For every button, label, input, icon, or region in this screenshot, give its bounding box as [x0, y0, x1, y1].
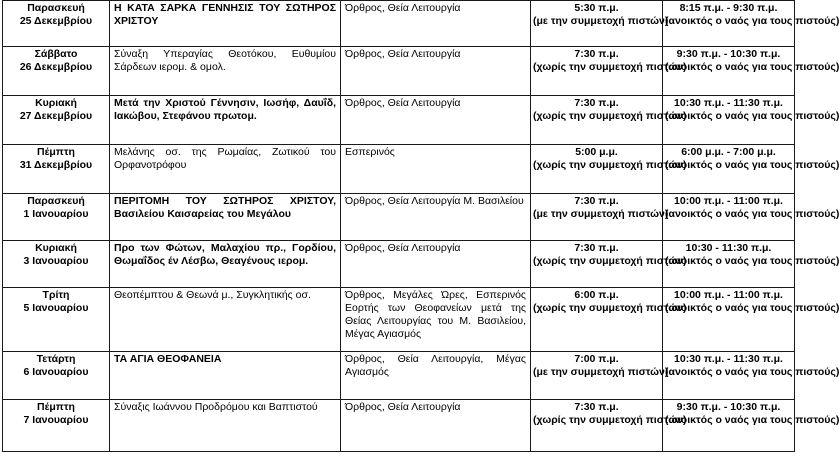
table-row: [3, 400, 795, 452]
feast-text: ΤΑ ΑΓΙΑ ΘΕΟΦΑΝΕΙΑ: [114, 353, 222, 365]
church-open-note: (ανοικτός ο ναός για τους πιστούς): [665, 366, 839, 378]
feast-cell: [110, 241, 341, 288]
church-open-time: 10:30 π.μ. - 11:30 π.μ.: [674, 353, 783, 365]
service-time-note: (χωρίς την συμμετοχή πιστών): [533, 110, 687, 122]
service-time-cell: [531, 47, 687, 96]
services-text: Όρθρος, Θεία Λειτουργία: [345, 97, 461, 109]
services-text: Όρθρος, Θεία Λειτουργία: [345, 2, 461, 14]
feast-text: ΠΕΡΙΤΟΜΗ ΤΟΥ ΣΩΤΗΡΟΣ ΧΡΙΣΤΟΥ, Βασιλείου Καισαρείας του Μεγάλου: [114, 195, 336, 220]
church-open-time: 6:00 μ.μ. - 7:00 μ.μ.: [681, 146, 776, 158]
church-open-time: 10:00 π.μ. - 11:00 π.μ.: [674, 289, 783, 301]
day-cell: [3, 241, 110, 288]
feast-text: Προ των Φώτων, Μαλαχίου πρ., Γορδίου, Θωμαΐδος έν Λέσβω, Θεαγένους ιερομ.: [114, 242, 336, 267]
church-open-time: 10:30 π.μ. - 11:30 π.μ.: [674, 97, 783, 109]
services-cell: [341, 1, 531, 47]
church-open-note: (ανοικτός ο ναός για τους πιστούς): [665, 208, 839, 220]
day-name: Παρασκευή: [27, 195, 85, 207]
services-cell: [341, 288, 531, 352]
service-time: 6:00 π.μ.: [574, 289, 619, 301]
day-date: 6 Ιανουαρίου: [23, 366, 89, 378]
service-time: 5:30 π.μ.: [574, 2, 619, 14]
service-time-cell: [531, 352, 669, 400]
services-text: Όρθρος, Θεία Λειτουργία: [345, 48, 461, 60]
day-date: 5 Ιανουαρίου: [23, 302, 89, 314]
service-time: 7:30 π.μ.: [574, 242, 619, 254]
church-open-note: (ανοικτός ο ναός για τους πιστούς): [665, 15, 839, 27]
feast-cell: [110, 288, 341, 352]
church-open-cell: [663, 288, 839, 352]
service-time: 7:30 π.μ.: [574, 97, 619, 109]
church-open-cell: [663, 145, 839, 194]
services-cell: [341, 241, 531, 288]
services-cell: [341, 400, 531, 452]
service-time-note: (με την συμμετοχή πιστών): [533, 366, 669, 378]
day-date: 27 Δεκεμβρίου: [19, 110, 93, 122]
church-open-cell: [663, 352, 839, 400]
service-time-note: (με την συμμετοχή πιστών): [533, 15, 669, 27]
table-row: [3, 96, 795, 145]
day-name: Παρασκευή: [27, 2, 85, 14]
day-date: 26 Δεκεμβρίου: [19, 61, 93, 73]
feast-cell: [110, 145, 341, 194]
table-row: [3, 241, 795, 288]
day-cell: [3, 194, 110, 241]
service-time-note: (χωρίς την συμμετοχή πιστών): [533, 61, 687, 73]
services-text: Όρθρος, Μεγάλες Ώρες, Εσπερινός Εορτής των Θεοφανείων μετά της Θείας Λειτουργίας του Μ. Βασιλείου, Μέγας Αγιασμός: [345, 289, 526, 340]
day-name: Κυριακή: [35, 97, 77, 109]
service-time-cell: [531, 96, 687, 145]
day-name: Τετάρτη: [36, 353, 76, 365]
day-date: 1 Ιανουαρίου: [23, 208, 89, 220]
service-time: 7:00 π.μ.: [574, 353, 619, 365]
church-open-cell: [663, 1, 839, 47]
service-time: 7:30 π.μ.: [574, 401, 619, 413]
day-date: 25 Δεκεμβρίου: [19, 15, 93, 27]
table-row: [3, 288, 795, 352]
service-time-note: (με την συμμετοχή πιστών): [533, 208, 669, 220]
services-text: Όρθρος, Θεία Λειτουργία: [345, 401, 461, 413]
feast-text: Μελάνης οσ. της Ρωμαίας, Ζωτικού του Ορφανοτρόφου: [114, 146, 336, 171]
day-name: Πέμπτη: [37, 146, 75, 158]
service-time-note: (χωρίς την συμμετοχή πιστών): [533, 255, 687, 267]
feast-cell: [110, 400, 341, 452]
services-text: Εσπερινός: [345, 146, 395, 158]
church-open-cell: [663, 400, 839, 452]
day-date: 31 Δεκεμβρίου: [19, 159, 93, 171]
table-row: [3, 145, 795, 194]
church-open-note: (ανοικτός ο ναός για τους πιστούς): [665, 414, 839, 426]
feast-cell: [110, 352, 341, 400]
church-open-note: (ανοικτός ο ναός για τους πιστούς): [665, 255, 839, 267]
day-cell: [3, 145, 110, 194]
church-open-note: (ανοικτός ο ναός για τους πιστούς): [665, 302, 839, 314]
services-cell: [341, 96, 531, 145]
day-date: 7 Ιανουαρίου: [23, 414, 89, 426]
church-open-cell: [663, 47, 839, 96]
day-date: 3 Ιανουαρίου: [23, 255, 89, 267]
church-open-note: (ανοικτός ο ναός για τους πιστούς): [665, 61, 839, 73]
day-cell: [3, 47, 110, 96]
table-row: [3, 194, 795, 241]
feast-cell: [110, 96, 341, 145]
feast-text: Σύναξις Ιωάννου Προδρόμου και Βαπτιστού: [114, 401, 318, 413]
service-time-cell: [531, 145, 687, 194]
services-cell: [341, 352, 531, 400]
church-open-time: 8:15 π.μ. - 9:30 π.μ.: [679, 2, 778, 14]
day-cell: [3, 400, 110, 452]
feast-text: Η ΚΑΤΑ ΣΑΡΚΑ ΓΕΝΝΗΣΙΣ ΤΟΥ ΣΩΤΗΡΟΣ ΧΡΙΣΤΟΥ: [114, 2, 336, 27]
feast-cell: [110, 1, 341, 47]
church-open-cell: [663, 241, 839, 288]
service-time-note: (χωρίς την συμμετοχή πιστών): [533, 414, 687, 426]
services-text: Όρθρος, Θεία Λειτουργία: [345, 242, 461, 254]
feast-text: Θεοπέμπτου & Θεωνά μ., Συγκλητικής οσ.: [114, 289, 311, 301]
church-open-time: 9:30 π.μ. - 10:30 π.μ.: [676, 401, 781, 413]
service-time-cell: [531, 1, 669, 47]
service-time-cell: [531, 400, 687, 452]
service-time-cell: [531, 241, 687, 288]
feast-cell: [110, 194, 341, 241]
church-open-cell: [663, 96, 839, 145]
day-name: Πέμπτη: [37, 401, 75, 413]
services-cell: [341, 145, 531, 194]
church-open-note: (ανοικτός ο ναός για τους πιστούς): [665, 159, 839, 171]
day-cell: [3, 1, 110, 47]
church-open-cell: [663, 194, 839, 241]
service-time-cell: [531, 194, 669, 241]
feast-cell: [110, 47, 341, 96]
service-time-note: (χωρίς την συμμετοχή πιστών): [533, 159, 687, 171]
services-cell: [341, 194, 531, 241]
service-time: 7:30 π.μ.: [574, 195, 619, 207]
service-time: 5:00 μ.μ.: [575, 146, 618, 158]
service-time-cell: [531, 288, 687, 352]
day-name: Τρίτη: [42, 289, 70, 301]
day-cell: [3, 288, 110, 352]
services-text: Όρθρος, Θεία Λειτουργία Μ. Βασιλείου: [345, 195, 524, 207]
feast-text: Σύναξη Υπεραγίας Θεοτόκου, Ευθυμίου Σάρδεων ιερομ. & ομολ.: [114, 48, 336, 73]
service-time: 7:30 π.μ.: [574, 48, 619, 60]
church-open-note: (ανοικτός ο ναός για τους πιστούς): [665, 110, 839, 122]
feast-text: Μετά την Χριστού Γέννησιν, Ιωσήφ, Δαυΐδ, Ιακώβου, Στεφάνου πρωτομ.: [114, 97, 336, 122]
schedule-table: [2, 0, 839, 452]
services-text: Όρθρος, Θεία Λειτουργία, Μέγας Αγιασμός: [345, 353, 526, 378]
services-cell: [341, 47, 531, 96]
day-cell: [3, 96, 110, 145]
table-row: [3, 1, 795, 47]
day-name: Σάββατο: [34, 48, 78, 60]
church-open-time: 9:30 π.μ. - 10:30 π.μ.: [676, 48, 781, 60]
table-row: [3, 352, 795, 400]
day-cell: [3, 352, 110, 400]
service-time-note: (χωρίς την συμμετοχή πιστών): [533, 302, 687, 314]
table-row: [3, 47, 795, 96]
day-name: Κυριακή: [35, 242, 77, 254]
church-open-time: 10:00 π.μ. - 11:00 π.μ.: [674, 195, 783, 207]
church-open-time: 10:30 - 11:30 π.μ.: [685, 242, 772, 254]
